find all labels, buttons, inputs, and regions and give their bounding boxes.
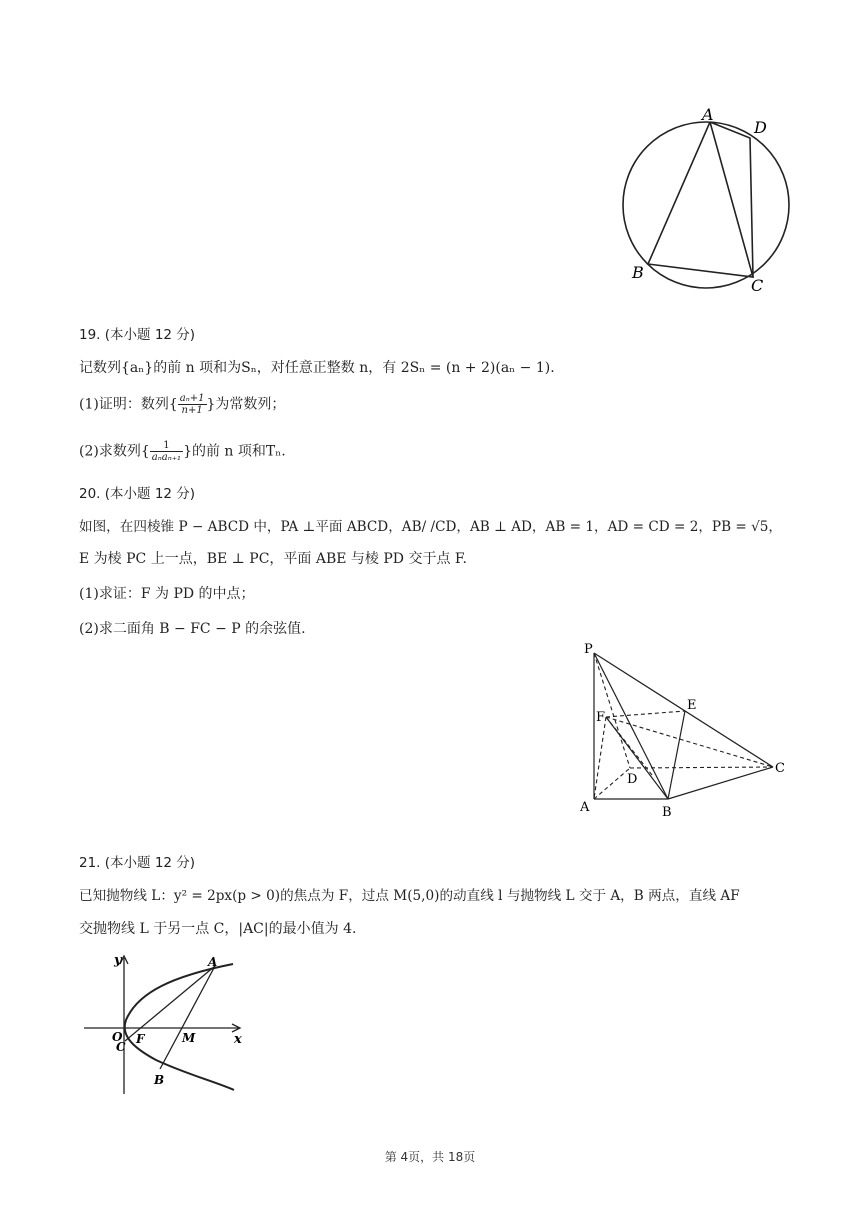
label-y: y — [114, 953, 122, 968]
label-a: A — [580, 800, 590, 815]
edge-fe — [606, 711, 685, 717]
label-b: B — [154, 1073, 165, 1087]
q19-part2-denominator: aₙaₙ₊₁ — [151, 452, 182, 463]
edge-ad — [594, 768, 630, 799]
q19-part1-post: }为常数列； — [206, 396, 286, 413]
q19-part1-fraction — [178, 393, 207, 416]
q19-part2-post: }的前 n 项和Tₙ. — [183, 443, 286, 460]
q21-statement-line1: 已知抛物线 L：y² = 2px(p > 0)的焦点为 F，过点 M(5,0)的动直线 l 与抛物线 L 交于 A，B 两点，直线 AF — [79, 888, 740, 904]
label-c: C — [775, 761, 785, 776]
label-m: M — [182, 1031, 196, 1045]
pyramid-figure — [570, 635, 800, 825]
q20-statement-line1: 如图，在四棱锥 P − ABCD 中，PA ⊥平面 ABCD，AB/ /CD，AB ⊥ AD，AB = 1，AD = CD = 2，PB = √5， — [79, 519, 783, 535]
q21-heading: 21. (本小题 12 分) — [79, 855, 196, 871]
label-d: D — [754, 118, 767, 137]
q21-statement-line2: 交抛物线 L 于另一点 C，|AC|的最小值为 4. — [79, 921, 357, 937]
q19-part1-numerator: aₙ+1 — [179, 393, 205, 404]
label-p: P — [584, 642, 593, 657]
label-c: C — [116, 1040, 126, 1054]
q19-part2-numerator: 1 — [150, 440, 183, 452]
label-o: O — [112, 1030, 123, 1044]
q19-part2-pre: (2)求数列{ — [79, 443, 150, 460]
edge-fa — [594, 717, 606, 799]
label-a: A — [702, 105, 714, 124]
label-c: C — [751, 276, 764, 295]
q19-statement: 记数列{aₙ}的前 n 项和为Sₙ，对任意正整数 n，有 2Sₙ = (n + 2)(aₙ − 1). — [79, 360, 555, 376]
q19-part1 — [79, 393, 285, 416]
label-x: x — [234, 1032, 242, 1047]
edge-pc — [594, 653, 773, 767]
q20-part1: (1)求证：F 为 PD 的中点； — [79, 586, 255, 602]
q20-statement-line2: E 为棱 PC 上一点，BE ⊥ PC，平面 ABE 与棱 PD 交于点 F. — [79, 551, 467, 567]
label-f: F — [136, 1032, 145, 1046]
edge-bc — [668, 767, 773, 799]
q19-heading: 19. (本小题 12 分) — [79, 327, 196, 343]
q20-part2: (2)求二面角 B − FC − P 的余弦值. — [79, 621, 306, 637]
label-b: B — [632, 263, 644, 282]
edge-be — [668, 711, 685, 799]
q19-part1-pre: (1)证明：数列{ — [79, 396, 178, 413]
q19-part2 — [79, 440, 286, 463]
triangle-abc — [648, 122, 753, 277]
label-a: A — [208, 955, 218, 969]
parabola-figure — [78, 950, 258, 1098]
line-ab — [160, 966, 215, 1069]
q19-part1-denominator: n+1 — [181, 405, 203, 416]
q20-heading: 20. (本小题 12 分) — [79, 486, 196, 502]
circle-figure — [610, 100, 800, 295]
page-footer: 第 4页，共 18页 — [384, 1150, 476, 1164]
edge-fc — [606, 717, 773, 767]
label-e: E — [687, 698, 697, 713]
label-b: B — [662, 805, 672, 820]
q19-part2-fraction — [150, 440, 183, 463]
line-ac — [125, 966, 215, 1041]
label-d: D — [627, 772, 638, 787]
label-f: F — [596, 710, 606, 725]
